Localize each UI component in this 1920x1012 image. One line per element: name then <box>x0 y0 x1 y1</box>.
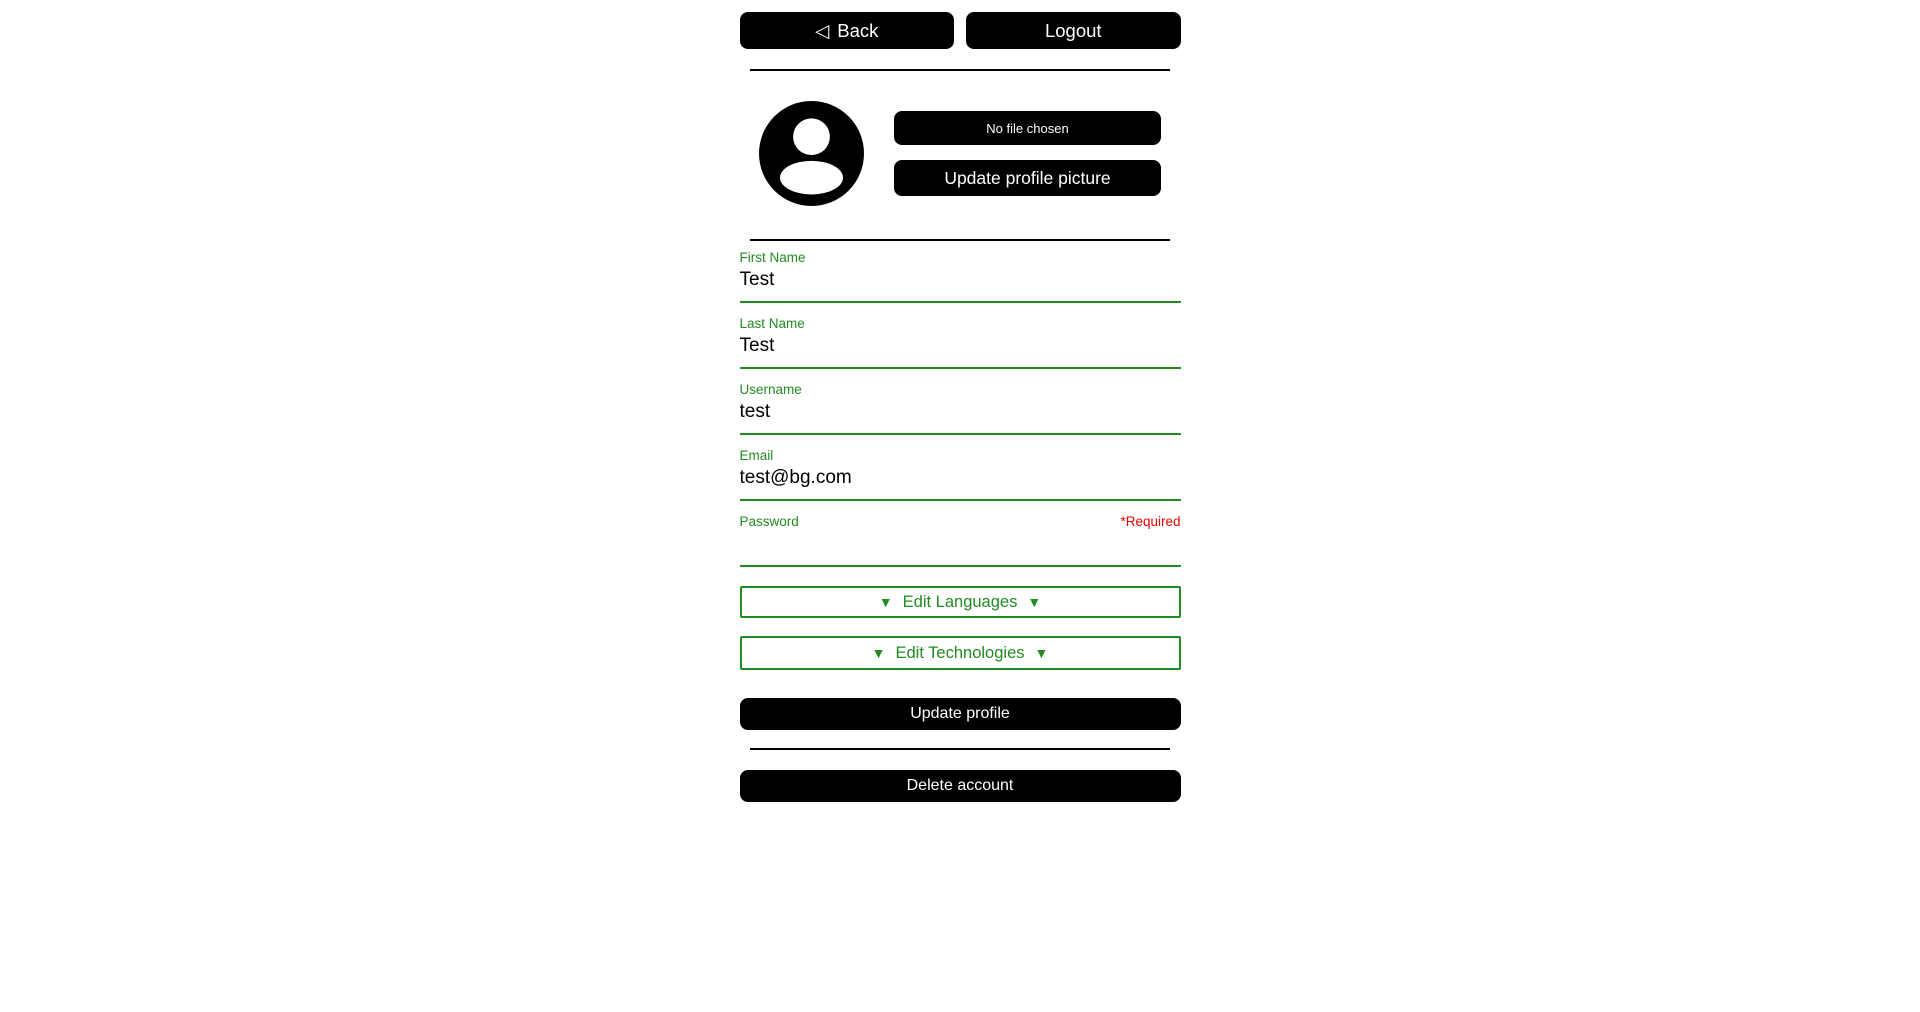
file-input-text: No file chosen <box>986 120 1069 136</box>
last-name-label: Last Name <box>739 316 805 331</box>
field-head <box>740 447 1181 464</box>
email-input[interactable] <box>740 464 1181 501</box>
field-last-name <box>740 315 1181 369</box>
chevron-down-icon: ▼ <box>878 594 893 610</box>
first-name-input[interactable] <box>740 266 1181 303</box>
field-head <box>740 381 1181 398</box>
person-circle-icon <box>759 101 864 206</box>
header-bar <box>740 12 1181 49</box>
field-head <box>740 249 1181 266</box>
edit-technologies-label: Edit Technologies <box>895 643 1025 662</box>
picture-buttons <box>894 111 1161 196</box>
last-name-input[interactable] <box>740 332 1181 369</box>
profile-page <box>740 0 1181 802</box>
field-password <box>740 513 1181 567</box>
delete-account-label: Delete account <box>906 777 1014 794</box>
chevron-down-icon: ▼ <box>1027 594 1042 610</box>
field-username <box>740 381 1181 435</box>
chevron-down-icon: ▼ <box>1034 645 1049 661</box>
logout-button-label: Logout <box>1044 19 1102 41</box>
update-picture-label: Update profile picture <box>944 167 1111 188</box>
logout-button[interactable] <box>966 12 1181 49</box>
username-input[interactable] <box>740 398 1181 435</box>
back-triangle-icon: ◁ <box>815 19 830 41</box>
edit-languages-label: Edit Languages <box>902 592 1018 611</box>
edit-technologies-button[interactable] <box>740 636 1181 670</box>
field-head <box>740 315 1181 332</box>
password-input[interactable] <box>740 530 1181 567</box>
back-button[interactable] <box>740 12 955 49</box>
divider <box>750 239 1170 241</box>
delete-account-button[interactable] <box>740 770 1181 802</box>
required-badge: *Required <box>1120 514 1181 529</box>
profile-form <box>740 249 1181 730</box>
username-label: Username <box>739 382 802 397</box>
password-label: Password <box>739 514 799 529</box>
update-picture-button[interactable] <box>894 160 1161 196</box>
update-profile-label: Update profile <box>910 705 1010 722</box>
divider <box>750 748 1170 750</box>
first-name-label: First Name <box>739 250 806 265</box>
profile-picture-section <box>740 101 1181 206</box>
divider <box>750 69 1170 71</box>
chevron-down-icon: ▼ <box>871 645 886 661</box>
edit-languages-button[interactable] <box>740 586 1181 618</box>
email-label: Email <box>739 448 774 463</box>
update-profile-button[interactable] <box>740 698 1181 730</box>
back-button-label: Back <box>837 19 879 41</box>
field-email <box>740 447 1181 501</box>
file-input[interactable] <box>894 111 1161 145</box>
field-first-name <box>740 249 1181 303</box>
field-head <box>740 513 1181 530</box>
